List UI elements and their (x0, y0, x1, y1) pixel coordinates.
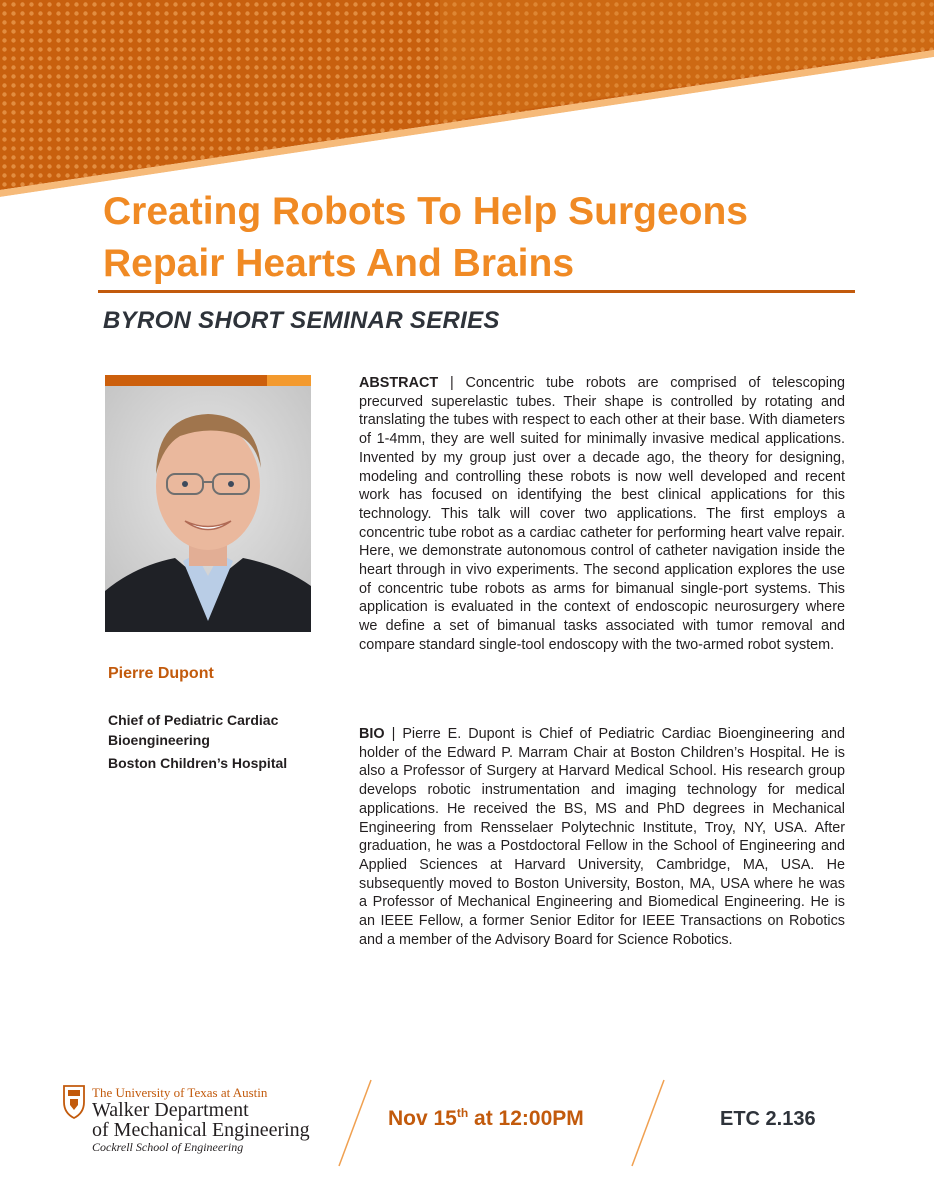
date-time: at 12:00PM (468, 1107, 584, 1130)
event-room: ETC 2.136 (720, 1108, 816, 1130)
abstract-separator: | (449, 375, 454, 391)
ut-shield-icon (62, 1085, 86, 1119)
speaker-name: Pierre Dupont (108, 665, 214, 682)
footer-divider-left (335, 1078, 375, 1168)
photo-accent-bar-light (267, 375, 311, 386)
date-ordinal: th (456, 1106, 469, 1120)
title-line-1: Creating Robots To Help Surgeons (103, 190, 748, 233)
footer-divider-right (628, 1078, 668, 1168)
title-divider (98, 290, 855, 293)
abstract-paragraph (359, 374, 845, 655)
abstract-text: Concentric tube robots are comprised of telescoping precurved superelastic tubes. Their shape is controlled by rotating and translating the tubes with respect to each other at their base. With diameters of 1-4mm, they are well suited for minimally invasive medical applications. Invented by my group just over a decade ago, the theory for designing, modeling and controlling these robots is now well developed and recent work has focused on identifying the best clinical applications for this technology. This talk will cover two applications. The first employs a concentric tube robot as a cardiac catheter for performing heart valve repair. Here, we demonstrate autonomous control of catheter navigation inside the heart through in vivo experiments. The second application explores the use of concentric tube robots as arms for bimanual single-port systems. This application is evaluated in the context of endoscopic neurosurgery where we define a set of bimanual tasks associated with tumor removal and compare standard single-tool endoscopy with the two-armed robot system. (359, 375, 846, 653)
abstract-label: ABSTRACT (359, 375, 439, 391)
series-name: BYRON SHORT SEMINAR SERIES (103, 307, 500, 334)
speaker-photo-frame (105, 375, 311, 632)
university-name: The University of Texas at Austin (92, 1085, 268, 1100)
seminar-title (103, 186, 903, 290)
bio-label: BIO (359, 726, 385, 742)
event-date (388, 1106, 584, 1131)
photo-accent-bar (105, 375, 267, 386)
header-banner (0, 0, 934, 200)
date-prefix: Nov 15 (388, 1107, 457, 1130)
bio-separator: | (391, 726, 396, 742)
department-name-line-2: of Mechanical Engineering (92, 1119, 310, 1141)
speaker-portrait-icon (105, 386, 311, 632)
bio-paragraph (359, 725, 845, 949)
school-name: Cockrell School of Engineering (92, 1140, 244, 1154)
title-line-2: Repair Hearts And Brains (103, 242, 575, 285)
speaker-organization: Boston Children’s Hospital (108, 755, 288, 771)
bio-text: Pierre E. Dupont is Chief of Pediatric Cardiac Bioengineering and holder of the Edward P. Marram Chair at Boston Children’s Hospital. He is also a Professor of Surgery at Harvard Medical School. His research group develops robotic instrumentation and imaging technology for medical applications. He received the BS, MS and PhD degrees in Mechanical Engineering from Rensselaer Polytechnic Institute, Troy, NY, USA. After graduation, he was a Postdoctoral Fellow in the School of Engineering and Applied Sciences at Harvard University, Cambridge, MA, USA. He subsequently moved to Boston University, Boston, MA, USA where he was a Professor of Mechanical Engineering and Biomedical Engineering. He is an IEEE Fellow, a former Senior Editor for IEEE Transactions on Robotics and a member of the Advisory Board for Science Robotics. (359, 726, 846, 948)
speaker-role: Chief of Pediatric Cardiac Bioengineering (108, 712, 279, 748)
department-name-line-1: Walker Department (92, 1099, 249, 1121)
